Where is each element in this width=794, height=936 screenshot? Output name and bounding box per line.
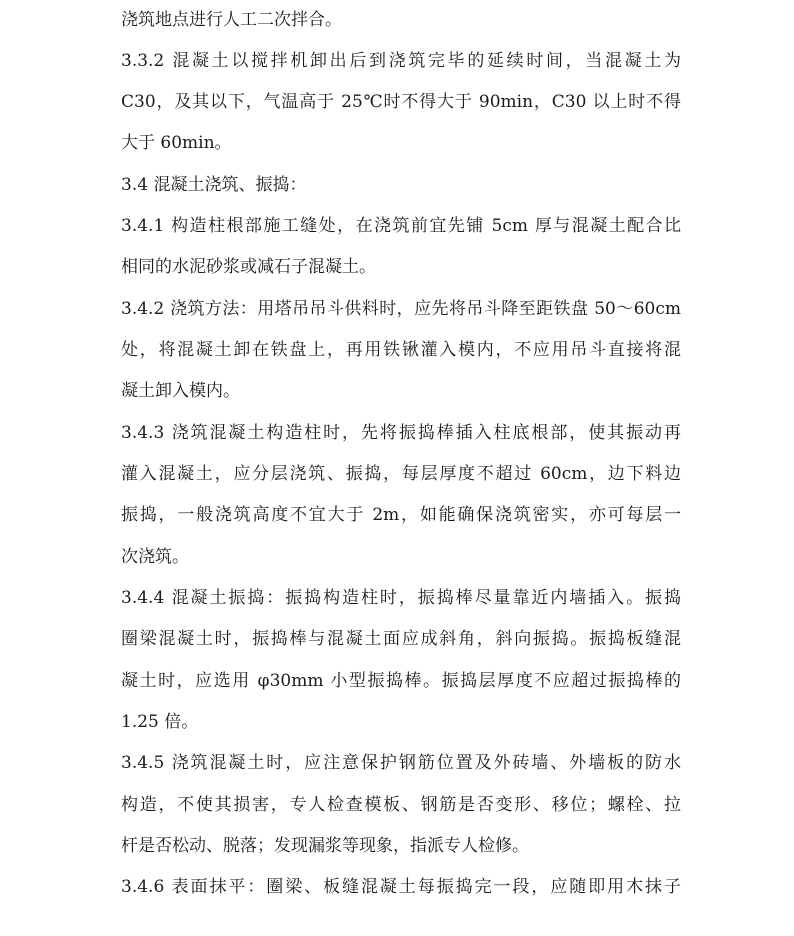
text-line: 3.4.2 浇筑方法：用塔吊吊斗供料时，应先将吊斗降至距铁盘 50～60cm (121, 299, 681, 319)
text-line: 3.4.6 表面抹平：圈梁、板缝混凝土每振捣完一段，应随即用木抹子 (121, 877, 681, 897)
text-line: 相同的水泥砂浆或减石子混凝土。 (121, 257, 376, 277)
text-line: 3.4.4 混凝土振捣：振捣构造柱时，振捣棒尽量靠近内墙插入。振捣 (121, 588, 681, 608)
text-line: C30，及其以下，气温高于 25℃时不得大于 90min，C30 以上时不得 (121, 92, 681, 112)
text-line: 凝土时，应选用 φ30mm 小型振捣棒。振捣层厚度不应超过振捣棒的 (121, 671, 681, 691)
text-line: 凝土卸入模内。 (121, 381, 240, 401)
text-line: 3.4.1 构造柱根部施工缝处，在浇筑前宜先铺 5cm 厚与混凝土配合比 (121, 216, 681, 236)
text-line: 次浇筑。 (121, 547, 189, 567)
text-line: 3.4.3 浇筑混凝土构造柱时，先将振捣棒插入柱底根部，使其振动再 (121, 423, 681, 443)
text-line: 圈梁混凝土时，振捣棒与混凝土面应成斜角，斜向振捣。振捣板缝混 (121, 629, 681, 649)
text-line: 1.25 倍。 (121, 712, 199, 732)
text-line: 大于 60min。 (121, 133, 232, 153)
text-line: 振捣，一般浇筑高度不宜大于 2m，如能确保浇筑密实，亦可每层一 (121, 505, 681, 525)
text-line: 构造，不使其损害，专人检查模板、钢筋是否变形、移位；螺栓、拉 (121, 795, 681, 815)
text-line: 杆是否松动、脱落；发现漏浆等现象，指派专人检修。 (121, 836, 529, 856)
text-line: 灌入混凝土，应分层浇筑、振捣，每层厚度不超过 60cm，边下料边 (121, 464, 681, 484)
text-line: 浇筑地点进行人工二次拌合。 (121, 10, 342, 30)
text-line: 3.4.5 浇筑混凝土时，应注意保护钢筋位置及外砖墙、外墙板的防水 (121, 753, 681, 773)
section-heading: 3.4 混凝土浇筑、振捣： (121, 175, 307, 195)
text-line: 处，将混凝土卸在铁盘上，再用铁锹灌入模内，不应用吊斗直接将混 (121, 340, 681, 360)
text-line: 3.3.2 混凝土以搅拌机卸出后到浇筑完毕的延续时间，当混凝土为 (121, 51, 681, 71)
